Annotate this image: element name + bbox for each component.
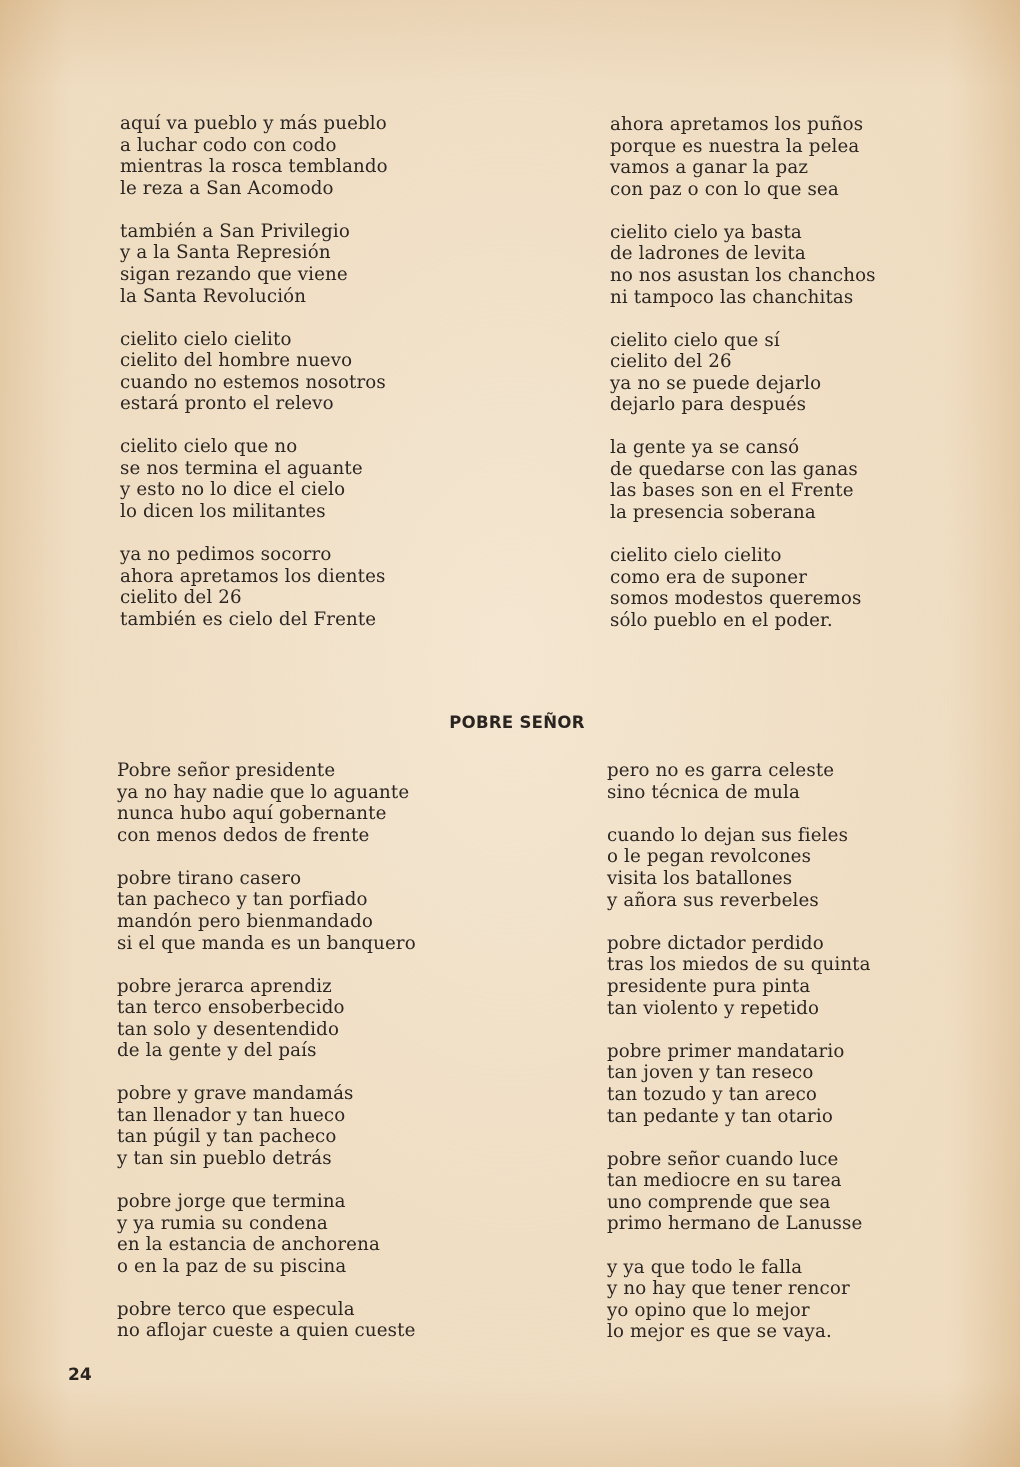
verse-line: a luchar codo con codo bbox=[120, 134, 337, 156]
stanza bbox=[120, 544, 388, 630]
verse-line: pero no es garra celeste bbox=[607, 760, 835, 781]
stanza bbox=[117, 1083, 416, 1169]
verse-line: la Santa Revolución bbox=[120, 285, 307, 307]
verse-line: con menos dedos de frente bbox=[117, 824, 370, 846]
verse-line: cielito cielo que sí bbox=[610, 329, 780, 351]
stanza bbox=[117, 1191, 416, 1277]
verse-line: pobre señor cuando luce bbox=[607, 1148, 839, 1170]
stanza bbox=[610, 330, 876, 416]
verse-line: no nos asustan los chanchos bbox=[610, 264, 876, 286]
verse-line: no aflojar cueste a quien cueste bbox=[117, 1320, 416, 1342]
verse-line: y añora sus reverbeles bbox=[607, 889, 819, 911]
verse-line: también es cielo del Frente bbox=[120, 608, 377, 630]
verse-line: pobre y grave mandamás bbox=[117, 1083, 354, 1105]
poem-one-left-column bbox=[120, 113, 388, 630]
verse-line: cielito cielo cielito bbox=[610, 545, 782, 567]
verse-line: cielito cielo cielito bbox=[120, 328, 292, 350]
verse-line: también a San Privilegio bbox=[120, 220, 350, 242]
poem-two-left-column bbox=[117, 760, 416, 1342]
verse-line: tan tozudo y tan areco bbox=[607, 1083, 818, 1105]
verse-line: lo mejor es que se vaya. bbox=[607, 1321, 832, 1343]
stanza bbox=[120, 329, 388, 415]
stanza bbox=[607, 1041, 871, 1127]
stanza bbox=[607, 1149, 871, 1235]
stanza bbox=[607, 825, 871, 911]
stanza bbox=[610, 114, 876, 200]
stanza bbox=[607, 760, 871, 803]
verse-line: nunca hubo aquí gobernante bbox=[117, 803, 387, 825]
verse-line: cielito del 26 bbox=[120, 587, 242, 609]
verse-line: pobre primer mandatario bbox=[607, 1040, 845, 1062]
verse-line: estará pronto el relevo bbox=[120, 393, 334, 415]
verse-line: o le pegan revolcones bbox=[607, 846, 812, 868]
verse-line: pobre dictador perdido bbox=[607, 932, 824, 954]
verse-line: primo hermano de Lanusse bbox=[607, 1213, 863, 1235]
verse-line: ahora apretamos los puños bbox=[610, 114, 864, 135]
verse-line: presidente pura pinta bbox=[607, 975, 811, 997]
verse-line: pobre tirano casero bbox=[117, 867, 302, 889]
verse-line: mientras la rosca temblando bbox=[120, 156, 388, 178]
verse-line: las bases son en el Frente bbox=[610, 480, 854, 502]
verse-line: tan pacheco y tan porfiado bbox=[117, 889, 368, 911]
verse-line: mandón pero bienmandado bbox=[117, 910, 373, 932]
verse-line: ya no hay nadie que lo aguante bbox=[117, 781, 410, 803]
verse-line: Pobre señor presidente bbox=[117, 760, 336, 781]
verse-line: yo opino que lo mejor bbox=[607, 1299, 810, 1321]
verse-line: le reza a San Acomodo bbox=[120, 177, 334, 199]
stanza bbox=[120, 436, 388, 522]
stanza bbox=[610, 222, 876, 308]
verse-line: cielito del hombre nuevo bbox=[120, 350, 353, 372]
verse-line: la gente ya se cansó bbox=[610, 437, 800, 459]
verse-line: pobre terco que especula bbox=[117, 1298, 355, 1320]
verse-line: como era de suponer bbox=[610, 566, 808, 588]
stanza bbox=[120, 113, 388, 199]
verse-line: tan llenador y tan hueco bbox=[117, 1104, 346, 1126]
verse-line: cielito del 26 bbox=[610, 351, 732, 373]
stanza bbox=[610, 545, 876, 631]
verse-line: tan pedante y tan otario bbox=[607, 1105, 833, 1127]
verse-line: porque es nuestra la pelea bbox=[610, 135, 860, 157]
verse-line: y a la Santa Represión bbox=[120, 242, 331, 264]
verse-line: tan terco ensoberbecido bbox=[117, 997, 345, 1019]
verse-line: sigan rezando que viene bbox=[120, 263, 348, 285]
verse-line: de la gente y del país bbox=[117, 1040, 317, 1062]
verse-line: visita los batallones bbox=[607, 867, 793, 889]
verse-line: tan violento y repetido bbox=[607, 997, 820, 1019]
stanza bbox=[120, 221, 388, 307]
verse-line: lo dicen los militantes bbox=[120, 501, 326, 523]
page-number: 24 bbox=[68, 1365, 92, 1385]
verse-line: se nos termina el aguante bbox=[120, 457, 363, 479]
verse-line: cielito cielo ya basta bbox=[610, 221, 802, 243]
verse-line: tras los miedos de su quinta bbox=[607, 954, 871, 976]
verse-line: si el que manda es un banquero bbox=[117, 932, 416, 954]
verse-line: cuando lo dejan sus fieles bbox=[607, 824, 849, 846]
verse-line: ya no pedimos socorro bbox=[120, 544, 332, 566]
stanza bbox=[117, 976, 416, 1062]
verse-line: dejarlo para después bbox=[610, 394, 807, 416]
verse-line: pobre jorge que termina bbox=[117, 1191, 346, 1213]
verse-line: de ladrones de levita bbox=[610, 243, 806, 265]
stanza bbox=[117, 760, 416, 846]
verse-line: de quedarse con las ganas bbox=[610, 458, 858, 480]
verse-line: uno comprende que sea bbox=[607, 1191, 831, 1213]
stanza bbox=[607, 1257, 871, 1343]
poem-one-right-column bbox=[610, 114, 876, 631]
verse-line: ya no se puede dejarlo bbox=[610, 372, 822, 394]
verse-line: y ya que todo le falla bbox=[607, 1256, 803, 1278]
verse-line: la presencia soberana bbox=[610, 502, 816, 524]
verse-line: vamos a ganar la paz bbox=[610, 157, 809, 179]
stanza bbox=[117, 868, 416, 954]
poem-two-right-column bbox=[607, 760, 871, 1365]
verse-line: cielito cielo que no bbox=[120, 436, 298, 458]
verse-line: tan púgil y tan pacheco bbox=[117, 1126, 337, 1148]
verse-line: tan mediocre en su tarea bbox=[607, 1170, 842, 1192]
verse-line: y tan sin pueblo detrás bbox=[117, 1148, 332, 1170]
stanza bbox=[117, 1299, 416, 1342]
verse-line: o en la paz de su piscina bbox=[117, 1255, 347, 1277]
verse-line: tan solo y desentendido bbox=[117, 1018, 340, 1040]
verse-line: sino técnica de mula bbox=[607, 781, 801, 803]
verse-line: ahora apretamos los dientes bbox=[120, 565, 386, 587]
stanza bbox=[610, 437, 876, 523]
verse-line: y no hay que tener rencor bbox=[607, 1278, 850, 1300]
verse-line: y esto no lo dice el cielo bbox=[120, 479, 346, 501]
verse-line: en la estancia de anchorena bbox=[117, 1234, 380, 1256]
verse-line: con paz o con lo que sea bbox=[610, 178, 839, 200]
verse-line: cuando no estemos nosotros bbox=[120, 371, 386, 393]
verse-line: sólo pueblo en el poder. bbox=[610, 609, 833, 631]
verse-line: pobre jerarca aprendiz bbox=[117, 975, 332, 997]
verse-line: tan joven y tan reseco bbox=[607, 1062, 814, 1084]
verse-line: ni tampoco las chanchitas bbox=[610, 286, 854, 308]
poem-title: POBRE SEÑOR bbox=[449, 713, 585, 732]
stanza bbox=[607, 933, 871, 1019]
verse-line: y ya rumia su condena bbox=[117, 1212, 328, 1234]
verse-line: somos modestos queremos bbox=[610, 588, 862, 610]
verse-line: aquí va pueblo y más pueblo bbox=[120, 113, 387, 134]
